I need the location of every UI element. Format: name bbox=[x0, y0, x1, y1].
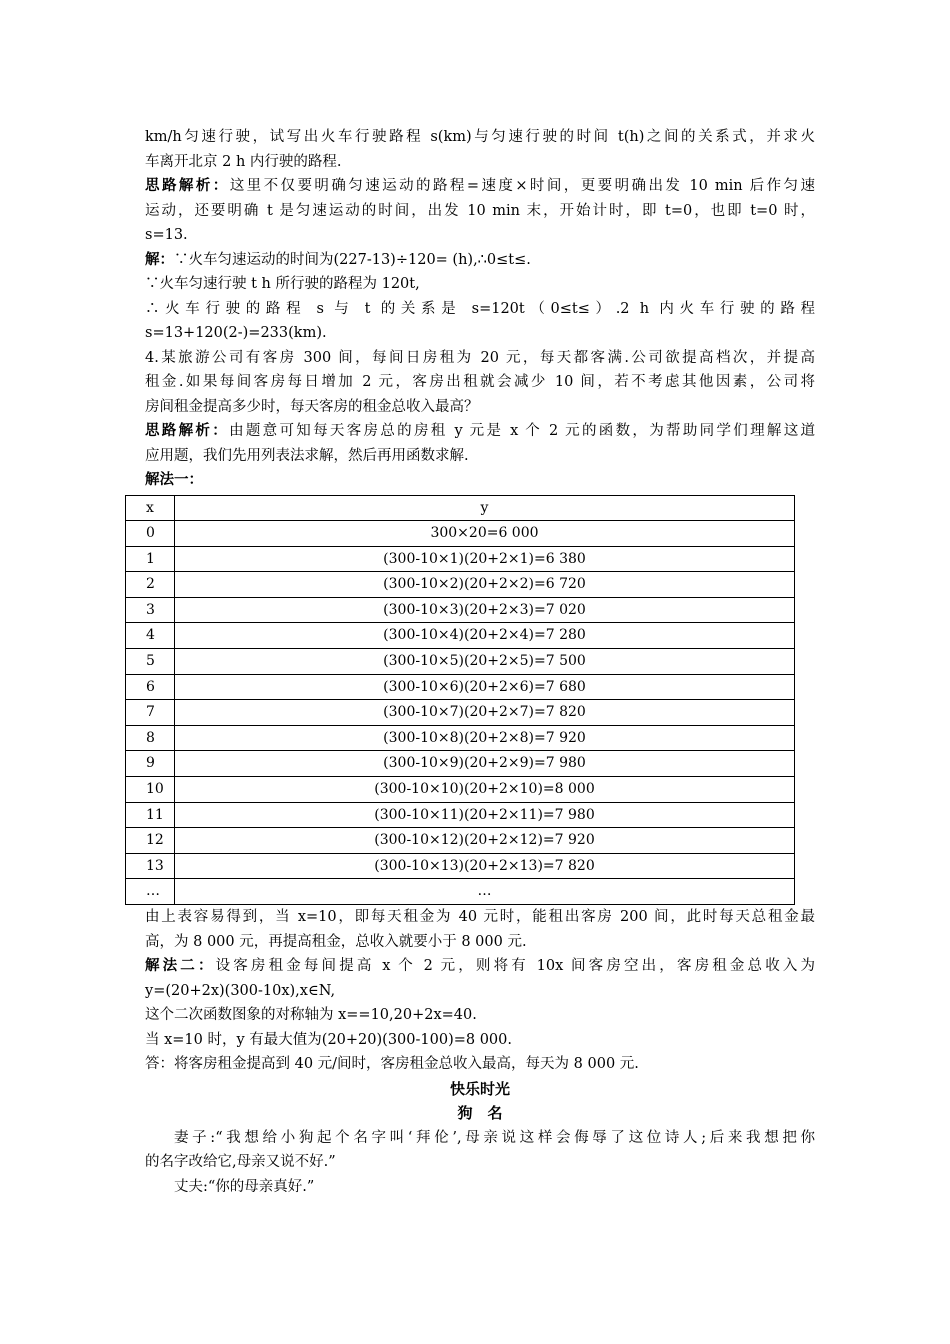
text-line: 答：将客房租金提高到 40 元/间时，客房租金总收入最高，每天为 8 000 元. bbox=[145, 1056, 639, 1072]
table-row bbox=[126, 777, 795, 803]
table-header-y: y bbox=[175, 495, 795, 521]
document-page bbox=[145, 125, 815, 1199]
section-title: 快乐时光 bbox=[449, 1079, 510, 1098]
table-row bbox=[126, 649, 795, 675]
label-solution: 解： bbox=[145, 251, 174, 268]
text-line: 高，为 8 000 元，再提高租金，总收入就要小于 8 000 元. bbox=[145, 933, 527, 950]
table-cell-y: (300-10×13)(20+2×13)=7 820 bbox=[175, 853, 795, 879]
table-cell-x: 7 bbox=[126, 700, 175, 726]
text-line: 4.某旅游公司有客房 300 间，每间日房租为 20 元，每天都客满.公司欲提高档次，并提高 bbox=[145, 349, 815, 366]
text-line: y=(20+2x)(300-10x),x∈N, bbox=[145, 982, 336, 999]
text-line: 丈夫:“你的母亲真好.” bbox=[174, 1178, 315, 1195]
text-line: 当 x=10 时，y 有最大值为(20+20)(300-100)=8 000. bbox=[145, 1031, 512, 1048]
text-line: 运动，还要明确 t 是匀速运动的时间，出发 10 min 末，开始计时，即 t=0，也即 t=0 时， bbox=[145, 202, 815, 219]
text-line: 应用题，我们先用列表法求解，然后再用函数求解. bbox=[145, 447, 469, 464]
table-cell-y: (300-10×11)(20+2×11)=7 980 bbox=[175, 802, 795, 828]
text-line: 解：∵火车匀速运动的时间为(227-13)÷120= (h),∴0≤t≤. bbox=[145, 251, 531, 268]
text-line bbox=[145, 468, 815, 493]
table-cell-y: (300-10×5)(20+2×5)=7 500 bbox=[175, 649, 795, 675]
text-line: s=13+120(2-)=233(km). bbox=[145, 325, 327, 341]
table-row bbox=[126, 725, 795, 751]
text-line: 思路解析：由题意可知每天客房总的房租 y 元是 x 个 2 元的函数，为帮助同学们理解这道 bbox=[145, 423, 816, 439]
table-row bbox=[126, 597, 795, 623]
table-row bbox=[126, 828, 795, 854]
table-cell-x: 13 bbox=[126, 853, 175, 879]
label-method-one: 解法一： bbox=[145, 472, 203, 488]
table-cell-x: 11 bbox=[126, 802, 175, 828]
text-line: 的名字改给它,母亲又说不好.” bbox=[145, 1154, 336, 1170]
text-line: ∴火车行驶的路程 s 与 t 的关系是 s=120t（0≤t≤）.2 h 内火车行驶的路程 bbox=[145, 300, 815, 317]
label-analysis: 思路解析： bbox=[145, 178, 230, 194]
label-method-two: 解法二： bbox=[145, 958, 216, 974]
table-cell-y: (300-10×7)(20+2×7)=7 820 bbox=[175, 700, 795, 726]
table-row bbox=[126, 879, 795, 905]
table-row bbox=[126, 623, 795, 649]
table-header-row bbox=[126, 495, 795, 521]
table-row bbox=[126, 751, 795, 777]
table-cell-x: 10 bbox=[126, 777, 175, 803]
table-cell-y: (300-10×9)(20+2×9)=7 980 bbox=[175, 751, 795, 777]
table-cell-y: (300-10×12)(20+2×12)=7 920 bbox=[175, 828, 795, 854]
table-cell-x: 4 bbox=[126, 623, 175, 649]
table-cell-y: (300-10×4)(20+2×4)=7 280 bbox=[175, 623, 795, 649]
table-cell-y: (300-10×2)(20+2×2)=6 720 bbox=[175, 572, 795, 598]
text-line: 由上表容易得到，当 x=10，即每天租金为 40 元时，能租出客房 200 间，此时每天总租金最 bbox=[145, 909, 815, 925]
table-row bbox=[126, 572, 795, 598]
table-cell-y: … bbox=[175, 879, 795, 905]
table-cell-x: 1 bbox=[126, 546, 175, 572]
text-line: ∵火车匀速行驶 t h 所行驶的路程为 120t, bbox=[145, 276, 420, 292]
text-line: s=13. bbox=[145, 227, 188, 243]
text-line: 租金.如果每间客房每日增加 2 元，客房出租就会减少 10 间，若不考虑其他因素，公司将 bbox=[145, 374, 815, 390]
text-line: 这个二次函数图象的对称轴为 x==10,20+2x=40. bbox=[145, 1007, 477, 1023]
label-analysis: 思路解析： bbox=[145, 423, 230, 439]
table-header-x: x bbox=[126, 495, 175, 521]
text-line: 思路解析：这里不仅要明确匀速运动的路程=速度×时间，更要明确出发 10 min 后作匀速 bbox=[145, 178, 815, 194]
table-cell-y: (300-10×10)(20+2×10)=8 000 bbox=[175, 777, 795, 803]
table-cell-x: 8 bbox=[126, 725, 175, 751]
table-cell-x: 2 bbox=[126, 572, 175, 598]
text-line: 车离开北京 2 h 内行驶的路程. bbox=[145, 153, 342, 170]
table-cell-x: 9 bbox=[126, 751, 175, 777]
table-cell-x: 6 bbox=[126, 674, 175, 700]
table-cell-x: 12 bbox=[126, 828, 175, 854]
table-row bbox=[126, 674, 795, 700]
table-cell-y: (300-10×1)(20+2×1)=6 380 bbox=[175, 546, 795, 572]
table-row bbox=[126, 853, 795, 879]
table-row bbox=[126, 521, 795, 547]
table-cell-x: 5 bbox=[126, 649, 175, 675]
table-cell-y: (300-10×6)(20+2×6)=7 680 bbox=[175, 674, 795, 700]
table-cell-y: (300-10×8)(20+2×8)=7 920 bbox=[175, 725, 795, 751]
story-title: 狗 名 bbox=[457, 1104, 503, 1122]
table-cell-x: 0 bbox=[126, 521, 175, 547]
table-row bbox=[126, 546, 795, 572]
text-line: km/h匀速行驶，试写出火车行驶路程 s(km)与匀速行驶的时间 t(h)之间的关系式，并求火 bbox=[145, 129, 815, 145]
table-row bbox=[126, 802, 795, 828]
table-cell-x: 3 bbox=[126, 597, 175, 623]
text-line: 解法二：设客房租金每间提高 x 个 2 元，则将有 10x 间客房空出，客房租金总收入为 bbox=[145, 958, 816, 974]
table-cell-y: 300×20=6 000 bbox=[175, 521, 795, 547]
rent-table bbox=[125, 495, 795, 906]
table-cell-x: … bbox=[126, 879, 175, 905]
text-line: 房间租金提高多少时，每天客房的租金总收入最高？ bbox=[145, 398, 479, 415]
table-row bbox=[126, 700, 795, 726]
table-cell-y: (300-10×3)(20+2×3)=7 020 bbox=[175, 597, 795, 623]
text-line: 妻子:“我想给小狗起个名字叫‘拜伦’,母亲说这样会侮辱了这位诗人;后来我想把你 bbox=[174, 1129, 815, 1146]
